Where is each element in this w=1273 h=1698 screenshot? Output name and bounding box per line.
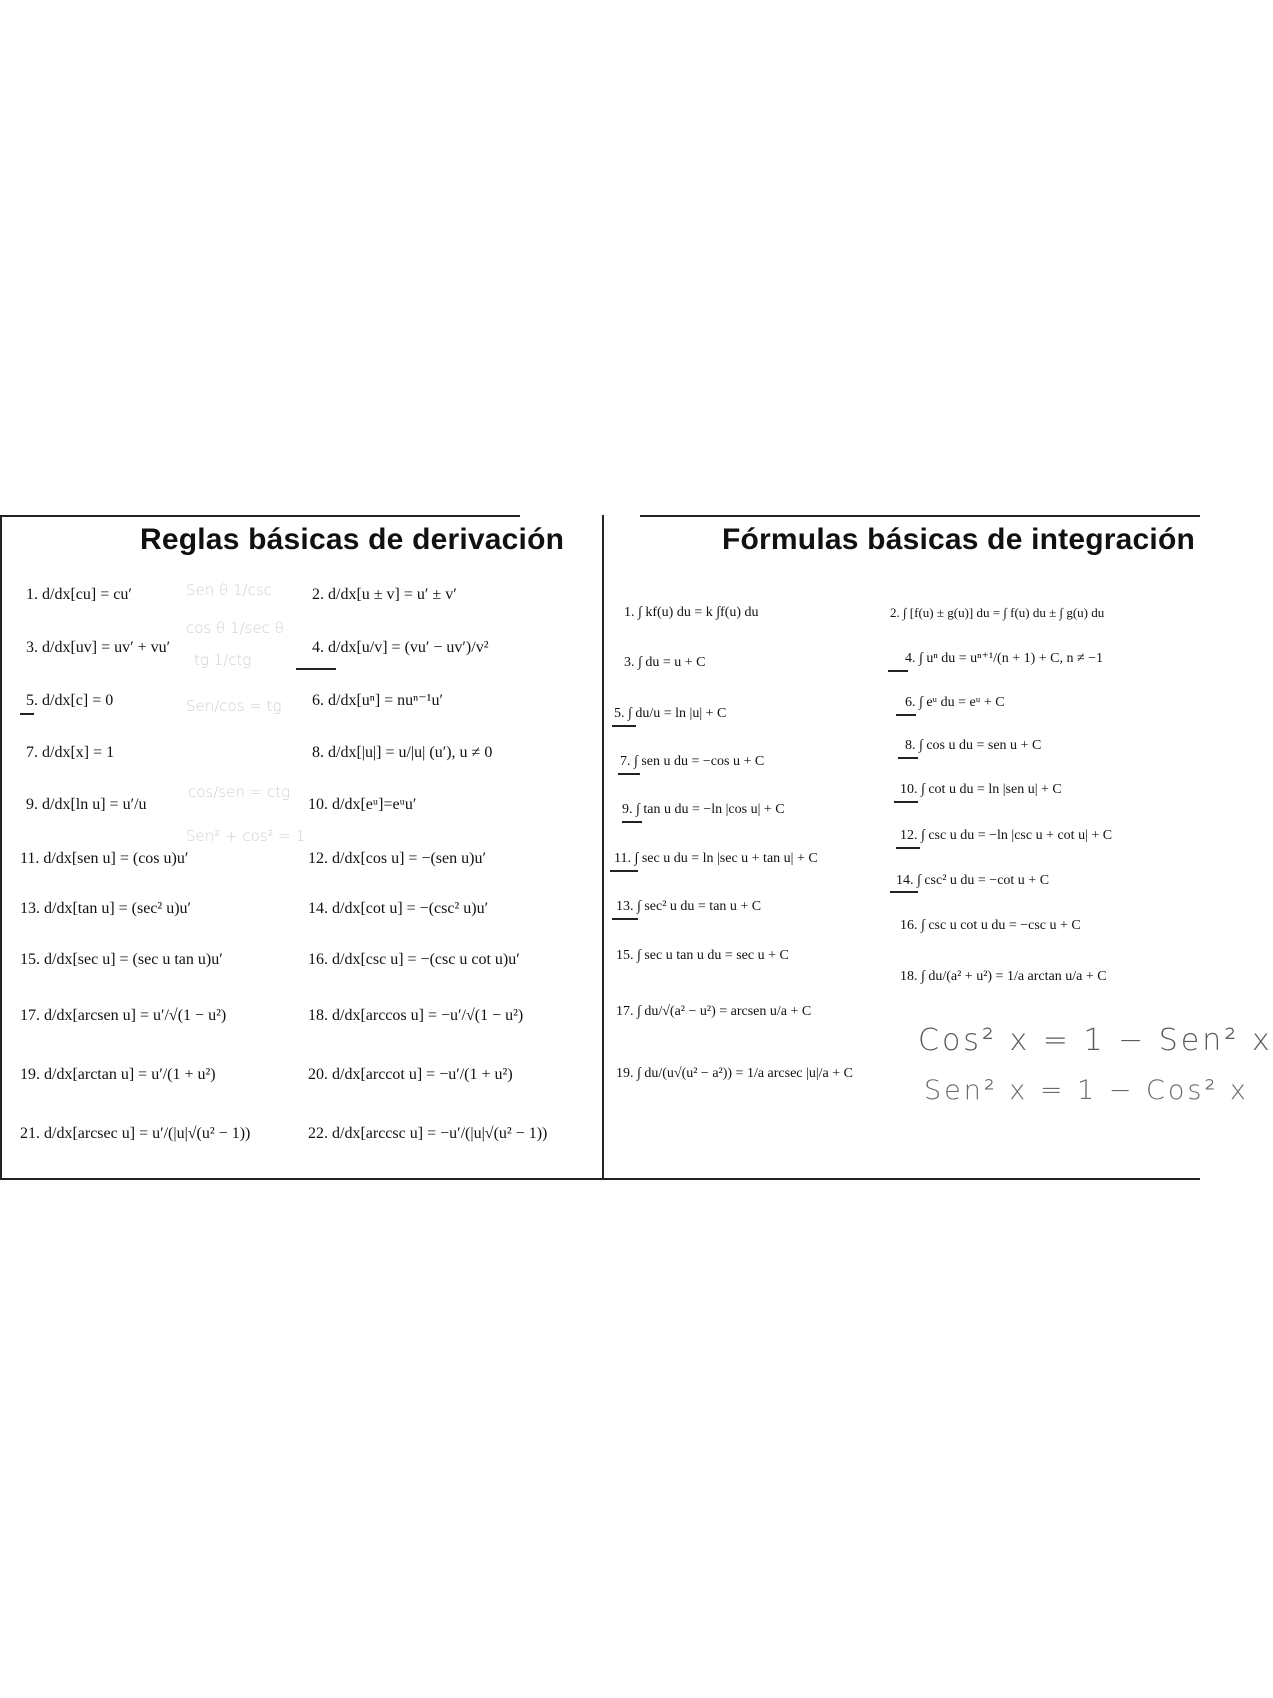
integration-formula-14: 14. ∫ csc² u du = −cot u + C	[896, 873, 1050, 888]
top-border	[0, 515, 520, 517]
derivation-rule-10: 10. d/dx[eᵘ]=eᵘu′	[308, 796, 417, 813]
integration-formula-8: 8. ∫ cos u du = sen u + C	[905, 738, 1042, 753]
bottom-border	[0, 1178, 1200, 1180]
integration-formula-19: 19. ∫ du/(u√(u² − a²)) = 1/a arcsec |u|/a + C	[616, 1066, 853, 1081]
integration-formula-13: 13. ∫ sec² u du = tan u + C	[616, 899, 762, 914]
integration-formula-11: 11. ∫ sec u du = ln |sec u + tan u| + C	[614, 851, 818, 866]
column-divider	[602, 515, 604, 1180]
underline-mark	[622, 821, 642, 823]
underline-mark	[612, 918, 638, 920]
handwritten-note: cos θ 1/sec θ	[186, 619, 284, 637]
derivation-rule-9: 9. d/dx[ln u] = u′/u	[26, 796, 147, 813]
integration-title: Fórmulas básicas de integración	[722, 523, 1196, 556]
derivation-rule-4: 4. d/dx[u/v] = (vu′ − uv′)/v²	[312, 639, 489, 656]
derivation-rule-16: 16. d/dx[csc u] = −(csc u cot u)u′	[308, 951, 520, 968]
underline-mark	[888, 670, 908, 672]
derivation-rule-6: 6. d/dx[uⁿ] = nuⁿ⁻¹u′	[312, 692, 443, 709]
integration-formula-16: 16. ∫ csc u cot u du = −csc u + C	[900, 918, 1081, 933]
handwritten-identity: Sen² x = 1 − Cos² x	[924, 1075, 1249, 1106]
underline-mark	[618, 773, 640, 775]
derivation-rule-2: 2. d/dx[u ± v] = u′ ± v′	[312, 586, 457, 603]
integration-formula-5: 5. ∫ du/u = ln |u| + C	[614, 706, 727, 721]
underline-mark	[894, 801, 918, 803]
integration-formula-15: 15. ∫ sec u tan u du = sec u + C	[616, 948, 789, 963]
handwritten-note: Sen θ 1/csc	[186, 581, 272, 599]
underline-mark	[20, 713, 34, 715]
underline-mark	[898, 757, 918, 759]
derivation-rule-5: 5. d/dx[c] = 0	[26, 692, 114, 709]
integration-formula-17: 17. ∫ du/√(a² − u²) = arcsen u/a + C	[616, 1004, 812, 1019]
handwritten-note: cos/sen = ctg	[188, 783, 291, 801]
top-border	[640, 515, 1200, 517]
handwritten-note: Sen/cos = tg	[186, 697, 282, 715]
derivation-rule-7: 7. d/dx[x] = 1	[26, 744, 115, 761]
derivation-rule-12: 12. d/dx[cos u] = −(sen u)u′	[308, 850, 486, 867]
handwritten-note: tg 1/ctg	[194, 651, 252, 669]
derivation-rule-11: 11. d/dx[sen u] = (cos u)u′	[20, 850, 189, 867]
derivation-title: Reglas básicas de derivación	[140, 523, 565, 556]
derivation-rule-8: 8. d/dx[|u|] = u/|u| (u′), u ≠ 0	[312, 744, 493, 761]
integration-formula-3: 3. ∫ du = u + C	[624, 655, 706, 670]
derivation-rule-17: 17. d/dx[arcsen u] = u′/√(1 − u²)	[20, 1007, 227, 1024]
derivation-rule-1: 1. d/dx[cu] = cu′	[26, 586, 132, 603]
left-border	[0, 515, 2, 1180]
integration-formula-18: 18. ∫ du/(a² + u²) = 1/a arctan u/a + C	[900, 969, 1107, 984]
derivation-rule-14: 14. d/dx[cot u] = −(csc² u)u′	[308, 900, 489, 917]
derivation-rule-19: 19. d/dx[arctan u] = u′/(1 + u²)	[20, 1066, 216, 1083]
underline-mark	[296, 668, 336, 670]
derivation-rule-15: 15. d/dx[sec u] = (sec u tan u)u′	[20, 951, 223, 968]
integration-formula-6: 6. ∫ eᵘ du = eᵘ + C	[905, 695, 1005, 710]
underline-mark	[896, 714, 916, 716]
integration-formula-10: 10. ∫ cot u du = ln |sen u| + C	[900, 782, 1062, 797]
integration-formula-12: 12. ∫ csc u du = −ln |csc u + cot u| + C	[900, 828, 1113, 843]
integration-formula-7: 7. ∫ sen u du = −cos u + C	[620, 754, 765, 769]
underline-mark	[610, 870, 638, 872]
integration-formula-2: 2. ∫ [f(u) ± g(u)] du = ∫ f(u) du ± ∫ g(u) du	[890, 605, 1105, 620]
derivation-rule-3: 3. d/dx[uv] = uv′ + vu′	[26, 639, 171, 656]
integration-formula-4: 4. ∫ uⁿ du = uⁿ⁺¹/(n + 1) + C, n ≠ −1	[905, 651, 1104, 666]
integration-formula-1: 1. ∫ kf(u) du = k ∫f(u) du	[624, 605, 759, 620]
derivation-rule-18: 18. d/dx[arccos u] = −u′/√(1 − u²)	[308, 1007, 524, 1024]
derivation-rule-22: 22. d/dx[arccsc u] = −u′/(|u|√(u² − 1))	[308, 1125, 548, 1142]
integration-formula-9: 9. ∫ tan u du = −ln |cos u| + C	[622, 802, 785, 817]
underline-mark	[612, 725, 636, 727]
derivation-rule-20: 20. d/dx[arccot u] = −u′/(1 + u²)	[308, 1066, 513, 1083]
underline-mark	[890, 891, 918, 893]
handwritten-note: Sen² + cos² = 1	[186, 827, 306, 845]
formula-sheet	[0, 515, 1273, 1180]
underline-mark	[896, 847, 920, 849]
derivation-rule-13: 13. d/dx[tan u] = (sec² u)u′	[20, 900, 192, 917]
derivation-rule-21: 21. d/dx[arcsec u] = u′/(|u|√(u² − 1))	[20, 1125, 251, 1142]
handwritten-identity: Cos² x = 1 − Sen² x	[918, 1023, 1273, 1058]
